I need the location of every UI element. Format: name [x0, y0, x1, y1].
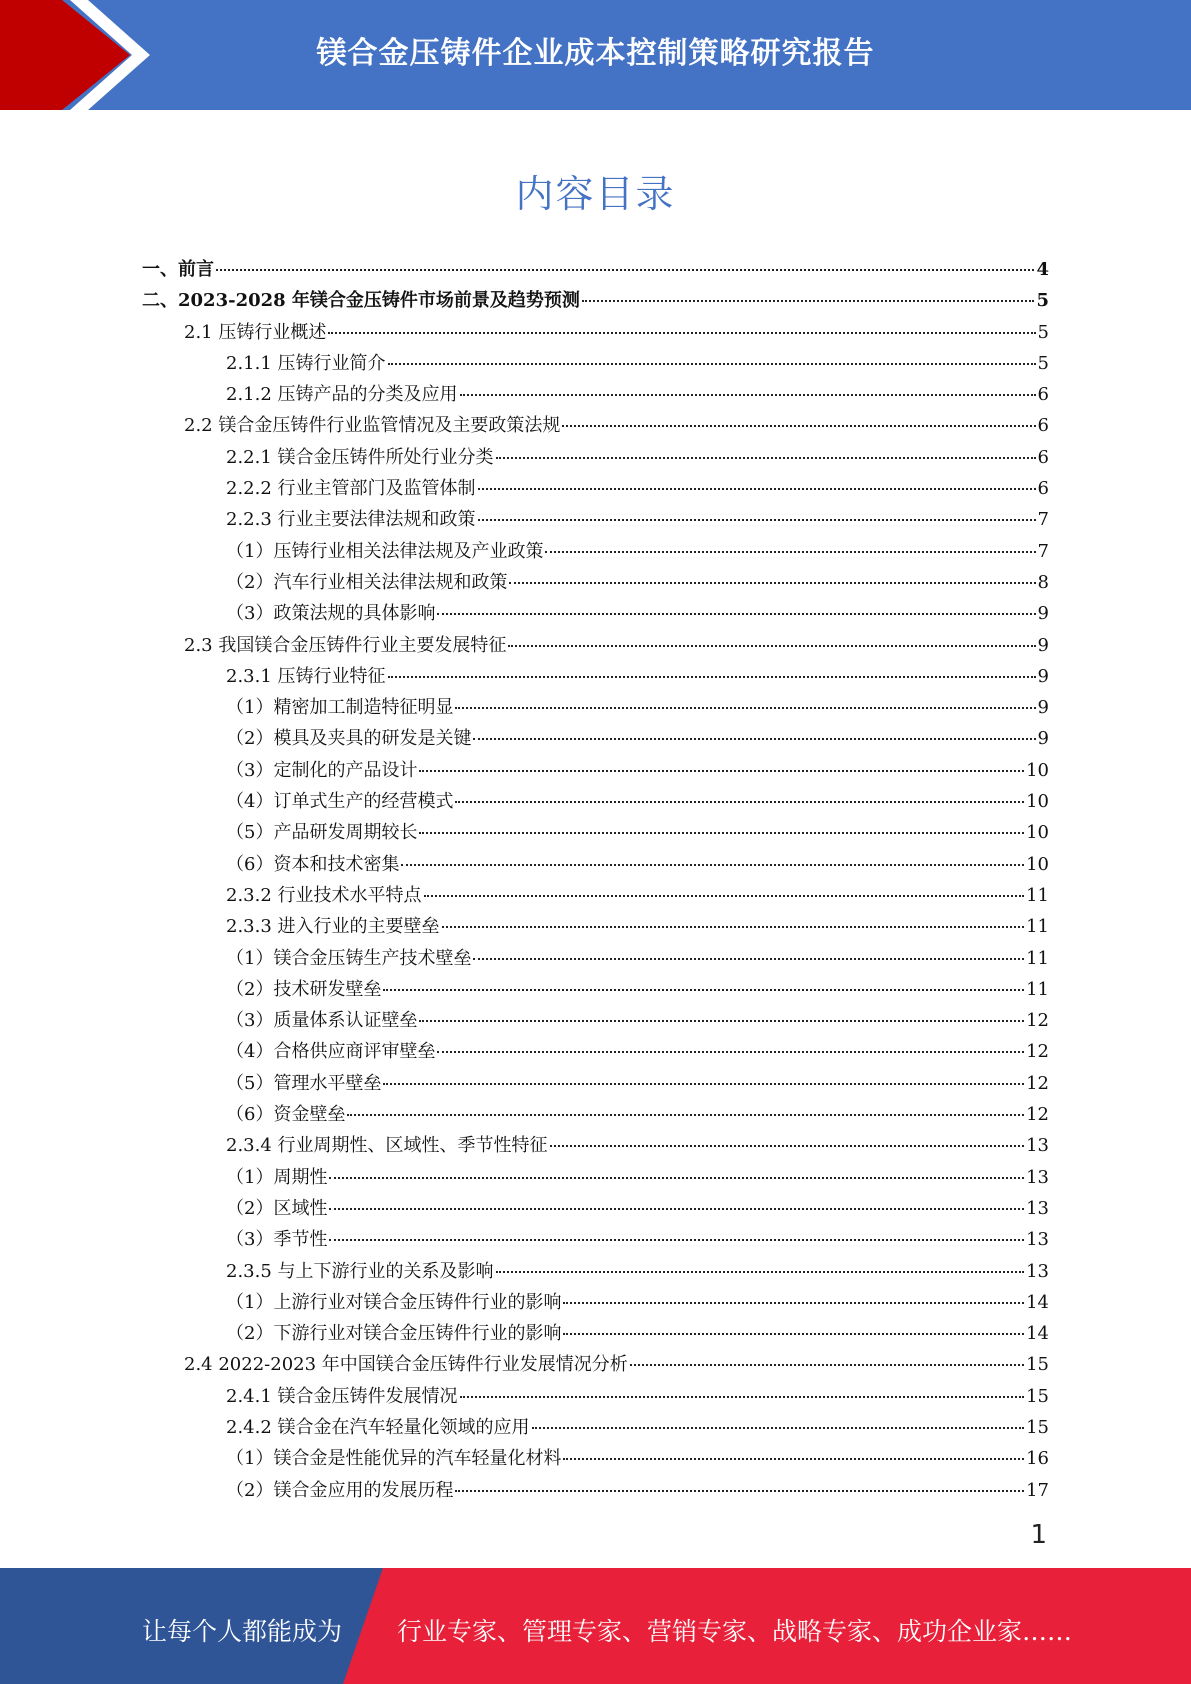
toc-entry-page: 11: [1026, 916, 1049, 938]
toc-entry-page: 6: [1037, 384, 1049, 406]
toc-entry-label: 2.2.3 行业主要法律法规和政策: [226, 509, 476, 531]
toc-entry-label: （3）季节性: [226, 1229, 328, 1251]
toc-entry[interactable]: [142, 1006, 1049, 1037]
toc-entry[interactable]: [142, 756, 1049, 787]
toc-leader-dots: [545, 551, 1035, 553]
toc-entry-label: 2.3.2 行业技术水平特点: [226, 884, 422, 906]
toc-entry-page: 6: [1037, 415, 1049, 437]
toc-entry-page: 9: [1037, 728, 1049, 750]
toc-entry[interactable]: [142, 1225, 1049, 1256]
toc-entry[interactable]: [142, 380, 1049, 411]
toc-entry-label: 2.1.1 压铸行业简介: [226, 352, 386, 374]
toc-entry-label: （1）压铸行业相关法律法规及产业政策: [226, 540, 544, 562]
toc-entry-page: 16: [1026, 1448, 1049, 1470]
toc-entry-page: 17: [1026, 1479, 1049, 1501]
toc-entry[interactable]: [142, 255, 1049, 286]
toc-entry-page: 7: [1037, 509, 1049, 531]
toc-leader-dots: [437, 613, 1035, 615]
toc-entry-page: 15: [1026, 1354, 1049, 1376]
toc-leader-dots: [630, 1364, 1024, 1366]
toc-heading: 内容目录: [515, 172, 676, 216]
toc-entry-label: （1）精密加工制造特征明显: [226, 697, 454, 719]
toc-entry[interactable]: [142, 662, 1049, 693]
toc-leader-dots: [442, 926, 1025, 928]
toc-entry-label: （1）周期性: [226, 1166, 328, 1188]
toc-entry-page: 5: [1037, 321, 1049, 343]
toc-leader-dots: [437, 1051, 1024, 1053]
toc-leader-dots: [478, 488, 1036, 490]
toc-leader-dots: [508, 645, 1035, 647]
toc-entry-page: 6: [1037, 446, 1049, 468]
toc-entry-label: （2）区域性: [226, 1197, 328, 1219]
toc-entry[interactable]: [142, 443, 1049, 474]
toc-leader-dots: [329, 1239, 1024, 1241]
toc-leader-dots: [473, 958, 1024, 960]
toc-entry-page: 13: [1026, 1166, 1049, 1188]
toc-entry-page: 8: [1037, 571, 1049, 593]
toc-entry-label: （2）技术研发壁垒: [226, 978, 382, 1000]
toc-entry-page: 7: [1037, 540, 1049, 562]
toc-leader-dots: [563, 1333, 1024, 1335]
toc-entry-label: 2.3.1 压铸行业特征: [226, 665, 386, 687]
toc-entry-label: （5）管理水平壁垒: [226, 1072, 382, 1094]
toc-entry-label: （2）汽车行业相关法律法规和政策: [226, 571, 508, 593]
toc-leader-dots: [328, 332, 1035, 334]
toc-leader-dots: [347, 1114, 1024, 1116]
toc-leader-dots: [329, 1177, 1024, 1179]
toc-leader-dots: [563, 1458, 1024, 1460]
toc-entry-page: 10: [1026, 791, 1049, 813]
toc-entry-page: 5: [1037, 352, 1049, 374]
footer-slogan-left: 让每个人都能成为: [142, 1617, 343, 1646]
toc-entry-page: 9: [1037, 665, 1049, 687]
toc-leader-dots: [383, 989, 1024, 991]
toc-leader-dots: [478, 519, 1036, 521]
toc-leader-dots: [383, 1083, 1024, 1085]
toc-leader-dots: [532, 1427, 1025, 1429]
toc-leader-dots: [473, 738, 1035, 740]
toc-entry-page: 12: [1026, 1072, 1049, 1094]
toc-entry-label: （2）模具及夹具的研发是关键: [226, 728, 472, 750]
toc-leader-dots: [388, 676, 1036, 678]
toc-entry[interactable]: [142, 1069, 1049, 1100]
toc-entry-page: 15: [1026, 1416, 1049, 1438]
toc-entry-page: 11: [1026, 978, 1049, 1000]
toc-entry[interactable]: [142, 411, 1049, 442]
toc-entry-label: 2.1.2 压铸产品的分类及应用: [226, 384, 458, 406]
toc-entry-page: 13: [1026, 1197, 1049, 1219]
toc-entry-page: 12: [1026, 1104, 1049, 1126]
toc-entry-label: 一、前言: [142, 259, 214, 280]
toc-entry-page: 14: [1026, 1323, 1049, 1345]
toc-leader-dots: [424, 895, 1025, 897]
toc-entry[interactable]: [142, 1444, 1049, 1475]
toc-entry-page: 14: [1026, 1291, 1049, 1313]
toc-leader-dots: [419, 1020, 1024, 1022]
toc-entry-label: 2.2.1 镁合金压铸件所处行业分类: [226, 446, 494, 468]
toc-entry[interactable]: [142, 1037, 1049, 1068]
toc-entry[interactable]: [142, 318, 1049, 349]
toc-entry-page: 5: [1036, 290, 1049, 312]
report-title: 镁合金压铸件企业成本控制策略研究报告: [316, 36, 875, 71]
toc-entry-label: 2.4.1 镁合金压铸件发展情况: [226, 1385, 458, 1407]
toc-leader-dots: [460, 394, 1036, 396]
toc-entry[interactable]: [142, 631, 1049, 662]
toc-entry[interactable]: [142, 724, 1049, 755]
toc-entry[interactable]: [142, 693, 1049, 724]
toc-entry-page: 10: [1026, 853, 1049, 875]
toc-entry-label: 2.4.2 镁合金在汽车轻量化领域的应用: [226, 1416, 530, 1438]
footer-banner: [0, 1568, 1191, 1684]
toc-entry-page: 9: [1037, 634, 1049, 656]
toc-leader-dots: [496, 1271, 1025, 1273]
toc-entry-page: 4: [1036, 259, 1049, 280]
toc-entry-label: （6）资金壁垒: [226, 1104, 346, 1126]
toc-entry-label: 2.3.3 进入行业的主要壁垒: [226, 916, 440, 938]
toc-entry-label: （3）质量体系认证壁垒: [226, 1010, 418, 1032]
toc-entry[interactable]: [142, 912, 1049, 943]
toc-entry-label: （3）政策法规的具体影响: [226, 603, 436, 625]
toc-entry[interactable]: [142, 349, 1049, 380]
toc-leader-dots: [419, 770, 1024, 772]
toc-entry[interactable]: [142, 505, 1049, 536]
toc-entry-label: 2.3.5 与上下游行业的关系及影响: [226, 1260, 494, 1282]
toc-entry-label: （1）镁合金是性能优异的汽车轻量化材料: [226, 1448, 562, 1470]
toc-entry-page: 12: [1026, 1010, 1049, 1032]
toc-entry[interactable]: [142, 1194, 1049, 1225]
toc-leader-dots: [455, 801, 1024, 803]
toc-entry[interactable]: [142, 1100, 1049, 1131]
toc-entry[interactable]: [142, 818, 1049, 849]
toc-entry-label: （4）订单式生产的经营模式: [226, 791, 454, 813]
toc-entry[interactable]: [142, 944, 1049, 975]
toc-leader-dots: [419, 832, 1024, 834]
toc-entry[interactable]: [142, 1413, 1049, 1444]
toc-leader-dots: [509, 582, 1035, 584]
toc-entry-label: （2）镁合金应用的发展历程: [226, 1479, 454, 1501]
header-banner: [0, 0, 1191, 110]
toc-entry[interactable]: [142, 1350, 1049, 1381]
toc-leader-dots: [388, 363, 1036, 365]
toc-entry-label: （6）资本和技术密集: [226, 853, 400, 875]
toc-entry-label: （3）定制化的产品设计: [226, 759, 418, 781]
toc-entry[interactable]: [142, 599, 1049, 630]
toc-leader-dots: [550, 1145, 1025, 1147]
toc-entry-label: 二、2023-2028 年镁合金压铸件市场前景及趋势预测: [142, 290, 580, 312]
toc-leader-dots: [455, 707, 1035, 709]
toc-entry-label: 2.2.2 行业主管部门及监管体制: [226, 478, 476, 500]
toc-leader-dots: [582, 300, 1035, 302]
toc-entry[interactable]: [142, 850, 1049, 881]
toc-leader-dots: [329, 1208, 1024, 1210]
toc-entry-label: （5）产品研发周期较长: [226, 822, 418, 844]
toc-entry-label: 2.4 2022-2023 年中国镁合金压铸件行业发展情况分析: [184, 1354, 628, 1376]
toc-entry[interactable]: [142, 286, 1049, 317]
toc-entry[interactable]: [142, 474, 1049, 505]
toc-entry[interactable]: [142, 1288, 1049, 1319]
toc-entry-label: （4）合格供应商评审壁垒: [226, 1041, 436, 1063]
table-of-contents: [142, 255, 1049, 1507]
toc-entry[interactable]: [142, 1319, 1049, 1350]
toc-entry-page: 13: [1026, 1260, 1049, 1282]
toc-entry-page: 13: [1026, 1135, 1049, 1157]
toc-entry-label: 2.1 压铸行业概述: [184, 321, 327, 343]
toc-entry-page: 13: [1026, 1229, 1049, 1251]
toc-leader-dots: [401, 864, 1024, 866]
toc-leader-dots: [563, 1302, 1024, 1304]
toc-leader-dots: [496, 457, 1036, 459]
toc-entry-page: 11: [1026, 947, 1049, 969]
toc-entry-label: （1）镁合金压铸生产技术壁垒: [226, 947, 472, 969]
toc-leader-dots: [562, 425, 1035, 427]
toc-entry-page: 9: [1037, 603, 1049, 625]
toc-entry-label: （1）上游行业对镁合金压铸件行业的影响: [226, 1291, 562, 1313]
toc-entry[interactable]: [142, 1382, 1049, 1413]
toc-entry-page: 9: [1037, 697, 1049, 719]
toc-entry[interactable]: [142, 1476, 1049, 1507]
toc-entry-label: 2.3 我国镁合金压铸件行业主要发展特征: [184, 634, 507, 656]
toc-entry-page: 12: [1026, 1041, 1049, 1063]
footer-slogan-right: 行业专家、管理专家、营销专家、战略专家、成功企业家……: [397, 1617, 1073, 1646]
toc-entry-label: 2.2 镁合金压铸件行业监管情况及主要政策法规: [184, 415, 561, 437]
toc-entry[interactable]: [142, 537, 1049, 568]
page-number: 1: [1030, 1520, 1047, 1550]
toc-entry[interactable]: [142, 881, 1049, 912]
toc-entry-label: 2.3.4 行业周期性、区域性、季节性特征: [226, 1135, 548, 1157]
toc-entry-page: 11: [1026, 884, 1049, 906]
toc-leader-dots: [455, 1490, 1024, 1492]
toc-entry[interactable]: [142, 1163, 1049, 1194]
toc-entry-page: 6: [1037, 478, 1049, 500]
toc-entry[interactable]: [142, 1257, 1049, 1288]
toc-entry[interactable]: [142, 787, 1049, 818]
toc-leader-dots: [460, 1396, 1025, 1398]
toc-entry-page: 10: [1026, 759, 1049, 781]
toc-leader-dots: [216, 269, 1034, 271]
toc-entry[interactable]: [142, 975, 1049, 1006]
toc-entry-label: （2）下游行业对镁合金压铸件行业的影响: [226, 1323, 562, 1345]
toc-entry-page: 10: [1026, 822, 1049, 844]
toc-entry[interactable]: [142, 568, 1049, 599]
toc-entry[interactable]: [142, 1131, 1049, 1162]
toc-entry-page: 15: [1026, 1385, 1049, 1407]
